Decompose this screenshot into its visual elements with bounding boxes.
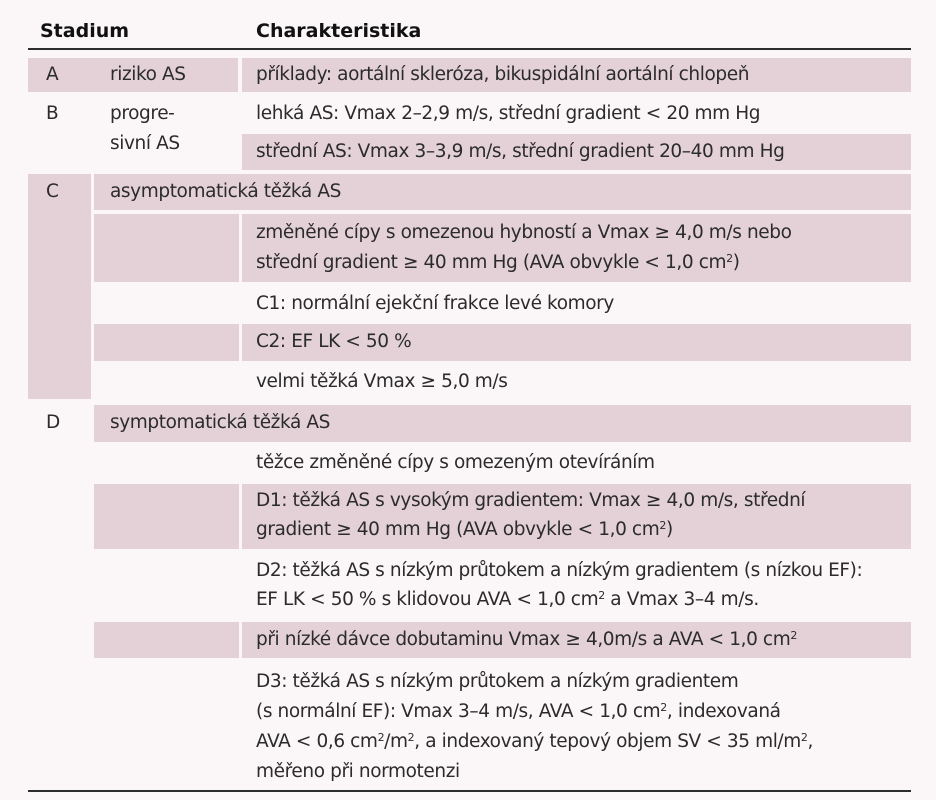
- stage-c-code: C: [46, 181, 59, 202]
- stage-d1-line2: [256, 515, 673, 545]
- superscript: 2: [660, 701, 667, 714]
- stage-b-name-2: sivní AS: [110, 133, 180, 154]
- stage-d1-line2-end: ): [665, 519, 673, 540]
- stage-c-row1-line2-text: střední gradient ≥ 40 mm Hg (AVA obvykle < 1,0 cm: [256, 252, 727, 273]
- stage-d3-line2-end: , indexovaná: [666, 701, 781, 722]
- stage-b-row2: střední AS: Vmax 3–3,9 m/s, střední gradient 20–40 mm Hg: [256, 141, 785, 162]
- stage-d-code: D: [46, 412, 60, 433]
- shade-c-row3: [94, 324, 239, 361]
- stage-d3-line3-b: /m: [384, 731, 408, 752]
- stage-d3-line3-a: AVA < 0,6 cm: [256, 731, 378, 752]
- superscript: 2: [726, 252, 733, 265]
- stage-d3-line3-c: , a indexovaný tepový objem SV < 35 ml/m: [414, 731, 801, 752]
- superscript: 2: [377, 731, 385, 744]
- shade-d1: [94, 484, 239, 549]
- stage-a-code: A: [46, 64, 59, 85]
- stage-b-name-1: progre-: [110, 103, 175, 124]
- superscript: 2: [659, 519, 666, 532]
- header-characteristic: Charakteristika: [256, 20, 422, 42]
- header-rule: [28, 48, 911, 50]
- stage-d2-line1: D2: těžká AS s nízkým průtokem a nízkým gradientem (s nízkou EF):: [256, 560, 863, 581]
- stage-c-row1-line1: změněné cípy s omezenou hybností a Vmax ≥ 4,0 m/s nebo: [256, 222, 792, 243]
- header-stage: Stadium: [40, 20, 130, 42]
- stage-d2b-text: při nízké dávce dobutaminu Vmax ≥ 4,0m/s a AVA < 1,0 cm: [256, 629, 791, 650]
- stage-d2-line2-text: EF LK < 50 % s klidovou AVA < 1,0 cm: [256, 589, 599, 610]
- stage-d3-line3-d: ,: [807, 731, 813, 752]
- superscript: 2: [407, 731, 415, 744]
- stage-d3-line1: D3: těžká AS s nízkým průtokem a nízkým gradientem: [256, 671, 739, 692]
- superscript: 2: [598, 589, 605, 602]
- stage-d3-line2-text: (s normální EF): Vmax 3–4 m/s, AVA < 1,0 cm: [256, 701, 661, 722]
- stage-d2b: [256, 625, 797, 655]
- stage-d3-line2: [256, 697, 781, 727]
- stage-d2-line2: [256, 585, 759, 615]
- superscript: 2: [800, 731, 808, 744]
- stage-d-row1: těžce změněné cípy s omezeným otevíráním: [256, 452, 655, 473]
- stage-a-text: příklady: aortální skleróza, bikuspidální aortální chlopeň: [256, 64, 750, 85]
- stage-b-code: B: [46, 103, 59, 124]
- shade-c-row1: [94, 214, 239, 282]
- stage-c-row4: velmi těžká Vmax ≥ 5,0 m/s: [256, 371, 508, 392]
- stage-b-row1: lehká AS: Vmax 2–2,9 m/s, střední gradient < 20 mm Hg: [256, 103, 761, 124]
- stage-c-row3: C2: EF LK < 50 %: [256, 331, 412, 352]
- stage-c-row1-line2: [256, 248, 740, 278]
- stage-c-name: asymptomatická těžká AS: [110, 181, 341, 202]
- stage-d-name: symptomatická těžká AS: [110, 412, 331, 433]
- stage-c-row1-line2-end: ): [732, 252, 740, 273]
- stage-d1-line2-text: gradient ≥ 40 mm Hg (AVA obvykle < 1,0 cm: [256, 519, 660, 540]
- stage-d2-line2-end: a Vmax 3–4 m/s.: [604, 589, 759, 610]
- stage-a-name: riziko AS: [110, 64, 186, 85]
- shade-d2b: [94, 622, 239, 658]
- bottom-rule: [28, 790, 911, 792]
- shade-c-stage: [28, 174, 91, 399]
- superscript: 2: [790, 629, 797, 642]
- stage-d3-line3: [256, 727, 813, 757]
- stage-d3-line4: měřeno při normotenzi: [256, 761, 460, 782]
- stage-c-row2: C1: normální ejekční frakce levé komory: [256, 293, 614, 314]
- stage-d1-line1: D1: těžká AS s vysokým gradientem: Vmax ≥ 4,0 m/s, střední: [256, 490, 806, 511]
